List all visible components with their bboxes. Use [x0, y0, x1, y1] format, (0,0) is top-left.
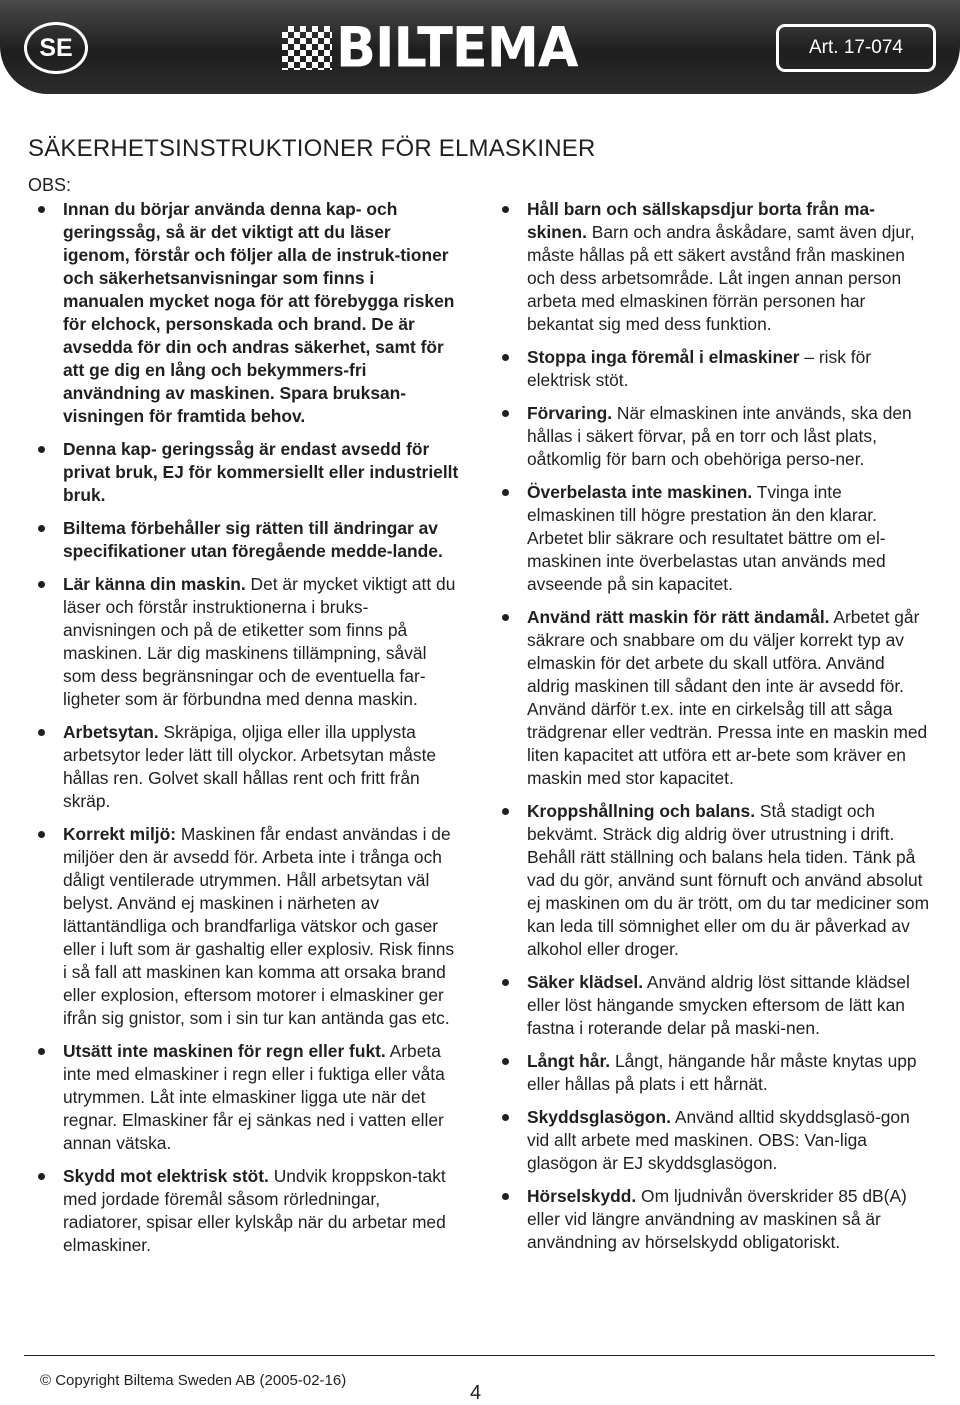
instruction-heading: Innan du börjar använda denna kap- och geringssåg, så är det viktigt att du läser igenom, förstår och följer alla de instruk-tioner och säkerhetsanvisningar som finns i manualen mycket noga för att förebygga risken för elchock, personskada och brand. De är avsedda för din och andras säkerhet, samt för att ge dig en lång och bekymmers-fri användning av maskinen. Spara bruksan-visningen för framtida behov.	[63, 199, 455, 426]
instruction-item	[502, 1106, 932, 1175]
instruction-item	[502, 402, 932, 471]
instruction-text: Tvinga inte elmaskinen till högre prestation än den klarar. Arbetet blir säkrare och resultatet bättre om el-maskinen inte överbelastas utan används med avseende på sin kapacitet.	[527, 482, 886, 594]
instruction-item	[502, 1185, 932, 1254]
instruction-heading: Överbelasta inte maskinen.	[527, 482, 753, 502]
instruction-text: Skräpiga, oljiga eller illa upplysta arbetsytor leder lätt till olyckor. Arbetsytan måste hållas ren. Golvet skall hållas rent och fritt från skräp.	[63, 722, 437, 811]
bullet-icon	[502, 354, 509, 361]
bullet-icon	[502, 1114, 509, 1121]
article-number: Art. 17-074	[776, 24, 936, 72]
instruction-item	[38, 1165, 460, 1257]
instruction-text: Långt, hängande hår måste knytas upp eller hållas på plats i ett hårnät.	[527, 1051, 917, 1094]
logo-checker-icon	[282, 26, 332, 70]
instruction-heading: Hörselskydd.	[527, 1186, 637, 1206]
instruction-text: Arbeta inte med elmaskiner i regn eller i fuktiga eller våta utrymmen. Låt inte elmaskiner ligga ute när det regnar. Elmaskiner får ej sänkas ned i vatten eller annan vätska.	[63, 1041, 445, 1153]
instruction-item	[502, 346, 932, 392]
instruction-item	[38, 198, 460, 428]
right-instruction-list	[502, 198, 932, 1254]
instruction-text: Maskinen får endast användas i de miljöer den är avsedd för. Arbeta inte i trånga och dåligt ventilerade utrymmen. Håll arbetsytan väl belyst. Använd ej maskinen i närheten av lättantändliga och brandfarliga vätskor och gaser eller i luft som är gashaltig eller explosiv. Risk finns i så fall att maskinen kan komma att orsaka brand eller explosion, eftersom motorer i elmaskiner ger ifrån sig gnistor, som i sin tur kan antända gas etc.	[63, 824, 455, 1028]
bullet-icon	[502, 489, 509, 496]
bullet-icon	[502, 206, 509, 213]
bullet-icon	[38, 525, 45, 532]
instruction-heading: Kroppshållning och balans.	[527, 801, 756, 821]
instruction-heading: Denna kap- geringssåg är endast avsedd för privat bruk, EJ för kommersiellt eller industriellt bruk.	[63, 439, 459, 505]
instruction-heading: Skyddsglasögon.	[527, 1107, 671, 1127]
instruction-item	[502, 971, 932, 1040]
bullet-icon	[502, 1058, 509, 1065]
instruction-text: Arbetet går säkrare och snabbare om du väljer korrekt typ av elmaskin för det arbete du skall utföra. Använd aldrig maskinen till sådant den inte är avsedd för. Använd därför t.ex. inte en cirkelsåg till att såga trädgrenar eller vedträn. Pressa inte en maskin med liten kapacitet att utföra ett ar-bete som kräver en maskin med stor kapacitet.	[527, 607, 928, 788]
instruction-item	[38, 1040, 460, 1155]
instruction-text: – risk för elektrisk stöt.	[527, 347, 872, 390]
instruction-text: Det är mycket viktigt att du läser och förstår instruktionerna i bruks-anvisningen och på de etiketter som finns på maskinen. Lär dig maskinens tillämpning, såväl som dess begränsningar och de eventuella far-ligheter som är förbundna med denna maskin.	[63, 574, 456, 709]
instruction-item	[38, 823, 460, 1030]
instruction-text: Använd alltid skyddsglasö-gon vid allt arbete med maskinen. OBS: Van-liga glasögon är EJ skyddsglasögon.	[527, 1107, 910, 1173]
obs-label: OBS:	[28, 175, 72, 195]
right-column	[502, 198, 932, 1264]
bullet-icon	[502, 410, 509, 417]
bullet-icon	[38, 446, 45, 453]
logo-text: BILTEMA	[336, 16, 578, 80]
instruction-item	[38, 573, 460, 711]
language-badge: SE	[24, 22, 88, 74]
instruction-heading: Biltema förbehåller sig rätten till ändringar av specifikationer utan föregående medde-lande.	[63, 518, 443, 561]
instruction-item	[38, 721, 460, 813]
instruction-item	[38, 517, 460, 563]
copyright-text: © Copyright Biltema Sweden AB (2005-02-16)	[40, 1372, 347, 1389]
instruction-text: Undvik kroppskon-takt med jordade föremål såsom rörledningar, radiatorer, spisar eller kylskåp när du arbetar med elmaskiner.	[63, 1166, 446, 1255]
instruction-heading: Korrekt miljö:	[63, 824, 177, 844]
footer-divider	[24, 1355, 935, 1356]
instruction-heading: Lär känna din maskin.	[63, 574, 246, 594]
left-column	[38, 198, 460, 1267]
instruction-heading: Håll barn och sällskapsdjur borta från ma-skinen.	[527, 199, 875, 242]
bullet-icon	[38, 1048, 45, 1055]
instruction-text: När elmaskinen inte används, ska den hållas i säkert förvar, på en torr och låst plats, oåtkomlig för barn och obehöriga perso-ner.	[527, 403, 912, 469]
page-title: SÄKERHETSINSTRUKTIONER FÖR ELMASKINER	[28, 135, 596, 162]
instruction-heading: Skydd mot elektrisk stöt.	[63, 1166, 269, 1186]
header-bar	[0, 0, 960, 94]
bullet-icon	[502, 1193, 509, 1200]
instruction-heading: Långt hår.	[527, 1051, 611, 1071]
bullet-icon	[38, 831, 45, 838]
instruction-item	[502, 606, 932, 790]
instruction-item	[502, 481, 932, 596]
instruction-heading: Stoppa inga föremål i elmaskiner	[527, 347, 800, 367]
instruction-heading: Säker klädsel.	[527, 972, 644, 992]
left-instruction-list	[38, 198, 460, 1257]
bullet-icon	[38, 581, 45, 588]
instruction-heading: Använd rätt maskin för rätt ändamål.	[527, 607, 830, 627]
bullet-icon	[38, 729, 45, 736]
bullet-icon	[38, 1173, 45, 1180]
instruction-text: Barn och andra åskådare, samt även djur, måste hållas på ett säkert avstånd från maskinen och dess arbetsområde. Låt ingen annan person arbeta med elmaskinen förrän personen har bekantat sig med dess funktion.	[527, 222, 915, 334]
instruction-heading: Utsätt inte maskinen för regn eller fukt.	[63, 1041, 386, 1061]
instruction-item	[502, 1050, 932, 1096]
biltema-logo	[282, 16, 578, 80]
bullet-icon	[502, 808, 509, 815]
instruction-text: Använd aldrig löst sittande klädsel eller löst hängande smycken eftersom de lätt kan fastna i roterande delar på maski-nen.	[527, 972, 910, 1038]
instruction-text: Stå stadigt och bekvämt. Sträck dig aldrig över utrustning i drift. Behåll rätt ställning och balans hela tiden. Tänk på vad du gör, använd sunt förnuft och använd absolut ej maskinen om du är trött, om du tar mediciner som kan leda till sömnighet eller om du är påverkad av alkohol eller droger.	[527, 801, 930, 959]
bullet-icon	[502, 614, 509, 621]
instruction-item	[502, 800, 932, 961]
bullet-icon	[502, 979, 509, 986]
instruction-heading: Arbetsytan.	[63, 722, 159, 742]
instruction-heading: Förvaring.	[527, 403, 613, 423]
instruction-item	[502, 198, 932, 336]
page-number: 4	[470, 1382, 482, 1404]
instruction-item	[38, 438, 460, 507]
instruction-text: Om ljudnivån överskrider 85 dB(A) eller vid längre användning av maskinen så är användning av hörselskydd obligatoriskt.	[527, 1186, 907, 1252]
bullet-icon	[38, 206, 45, 213]
